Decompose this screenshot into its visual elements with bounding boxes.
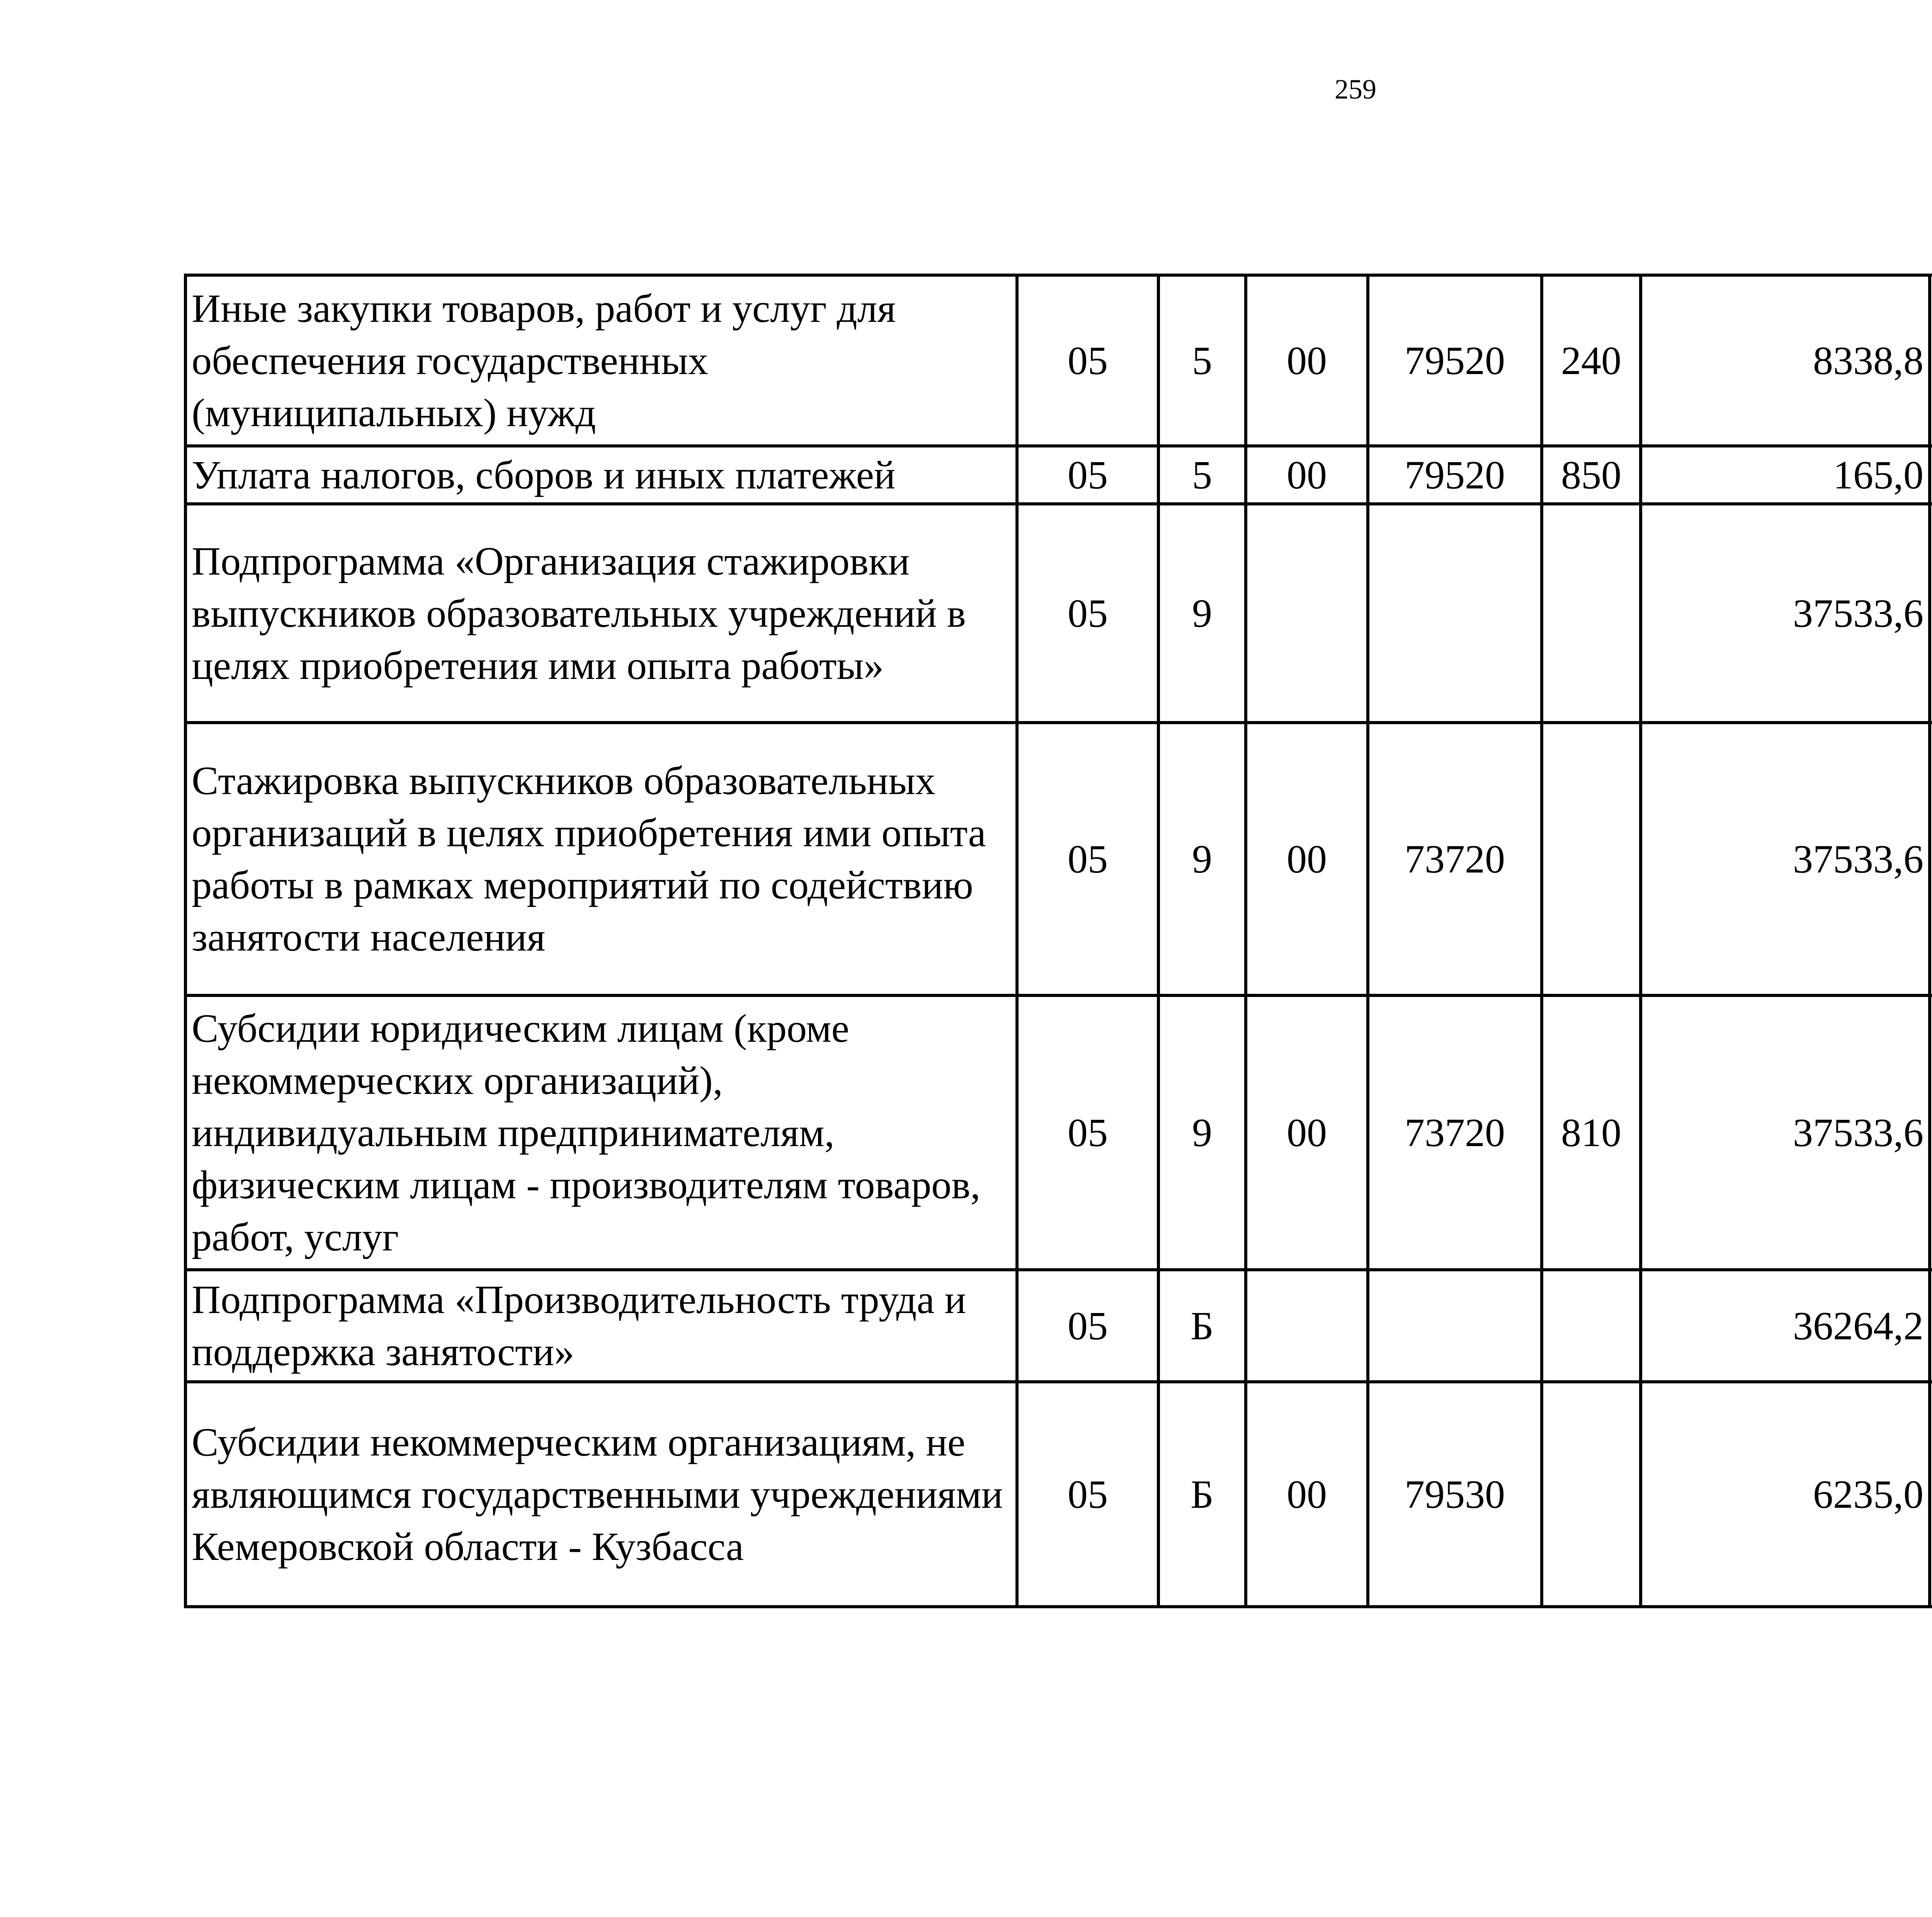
program-code: Б bbox=[1158, 1382, 1246, 1607]
direction-code bbox=[1368, 1270, 1542, 1382]
section-code: 05 bbox=[1017, 1382, 1158, 1607]
expense-type-code bbox=[1542, 1382, 1641, 1607]
section-code: 05 bbox=[1017, 1270, 1158, 1382]
budget-table bbox=[184, 274, 1932, 1608]
amount-year-1: 8338,8 bbox=[1641, 275, 1930, 446]
direction-code bbox=[1368, 504, 1542, 723]
row-name: Субсидии некоммерческим организациям, не являющимся государственными учреждениями Кемеровской области - Кузбасса bbox=[185, 1382, 1017, 1607]
expense-type-code: 810 bbox=[1542, 995, 1641, 1270]
section-code: 05 bbox=[1017, 995, 1158, 1270]
amount-year-2 bbox=[1930, 1270, 1932, 1382]
row-name: Субсидии юридическим лицам (кроме некоммерческих организаций), индивидуальным предпринимателям, физическим лицам - производителям товаров, работ, услуг bbox=[185, 995, 1017, 1270]
table-row bbox=[185, 1382, 1932, 1607]
subprogram-code: 00 bbox=[1246, 723, 1368, 995]
amount-year-1: 37533,6 bbox=[1641, 504, 1930, 723]
subprogram-code bbox=[1246, 504, 1368, 723]
section-code: 05 bbox=[1017, 446, 1158, 504]
program-code: 9 bbox=[1158, 723, 1246, 995]
amount-year-2 bbox=[1930, 275, 1932, 446]
table-row bbox=[185, 504, 1932, 723]
row-name: Подпрограмма «Производительность труда и поддержка занятости» bbox=[185, 1270, 1017, 1382]
section-code: 05 bbox=[1017, 275, 1158, 446]
direction-code: 73720 bbox=[1368, 723, 1542, 995]
program-code: 9 bbox=[1158, 995, 1246, 1270]
direction-code: 73720 bbox=[1368, 995, 1542, 1270]
table-row bbox=[185, 275, 1932, 446]
row-name: Уплата налогов, сборов и иных платежей bbox=[185, 446, 1017, 504]
expense-type-code bbox=[1542, 504, 1641, 723]
subprogram-code: 00 bbox=[1246, 446, 1368, 504]
amount-year-1: 6235,0 bbox=[1641, 1382, 1930, 1607]
amount-year-2 bbox=[1930, 995, 1932, 1270]
expense-type-code: 240 bbox=[1542, 275, 1641, 446]
program-code: 9 bbox=[1158, 504, 1246, 723]
subprogram-code: 00 bbox=[1246, 275, 1368, 446]
direction-code: 79520 bbox=[1368, 275, 1542, 446]
section-code: 05 bbox=[1017, 504, 1158, 723]
program-code: 5 bbox=[1158, 446, 1246, 504]
row-name: Подпрограмма «Организация стажировки выпускников образовательных учреждений в целях приобретения ими опыта работы» bbox=[185, 504, 1017, 723]
amount-year-1: 37533,6 bbox=[1641, 995, 1930, 1270]
page-number: 259 bbox=[1335, 74, 1376, 105]
expense-type-code bbox=[1542, 1270, 1641, 1382]
program-code: Б bbox=[1158, 1270, 1246, 1382]
amount-year-2 bbox=[1930, 504, 1932, 723]
subprogram-code: 00 bbox=[1246, 1382, 1368, 1607]
subprogram-code: 00 bbox=[1246, 995, 1368, 1270]
row-name: Иные закупки товаров, работ и услуг для обеспечения государственных (муниципальных) нужд bbox=[185, 275, 1017, 446]
subprogram-code bbox=[1246, 1270, 1368, 1382]
amount-year-2 bbox=[1930, 446, 1932, 504]
table-row bbox=[185, 995, 1932, 1270]
direction-code: 79520 bbox=[1368, 446, 1542, 504]
section-code: 05 bbox=[1017, 723, 1158, 995]
expense-type-code: 850 bbox=[1542, 446, 1641, 504]
amount-year-1: 36264,2 bbox=[1641, 1270, 1930, 1382]
table-row bbox=[185, 1270, 1932, 1382]
amount-year-2 bbox=[1930, 723, 1932, 995]
program-code: 5 bbox=[1158, 275, 1246, 446]
amount-year-2 bbox=[1930, 1382, 1932, 1607]
direction-code: 79530 bbox=[1368, 1382, 1542, 1607]
amount-year-1: 165,0 bbox=[1641, 446, 1930, 504]
row-name: Стажировка выпускников образовательных организаций в целях приобретения ими опыта работы в рамках мероприятий по содействию занятости населения bbox=[185, 723, 1017, 995]
table-row bbox=[185, 446, 1932, 504]
expense-type-code bbox=[1542, 723, 1641, 995]
table-row bbox=[185, 723, 1932, 995]
amount-year-1: 37533,6 bbox=[1641, 723, 1930, 995]
